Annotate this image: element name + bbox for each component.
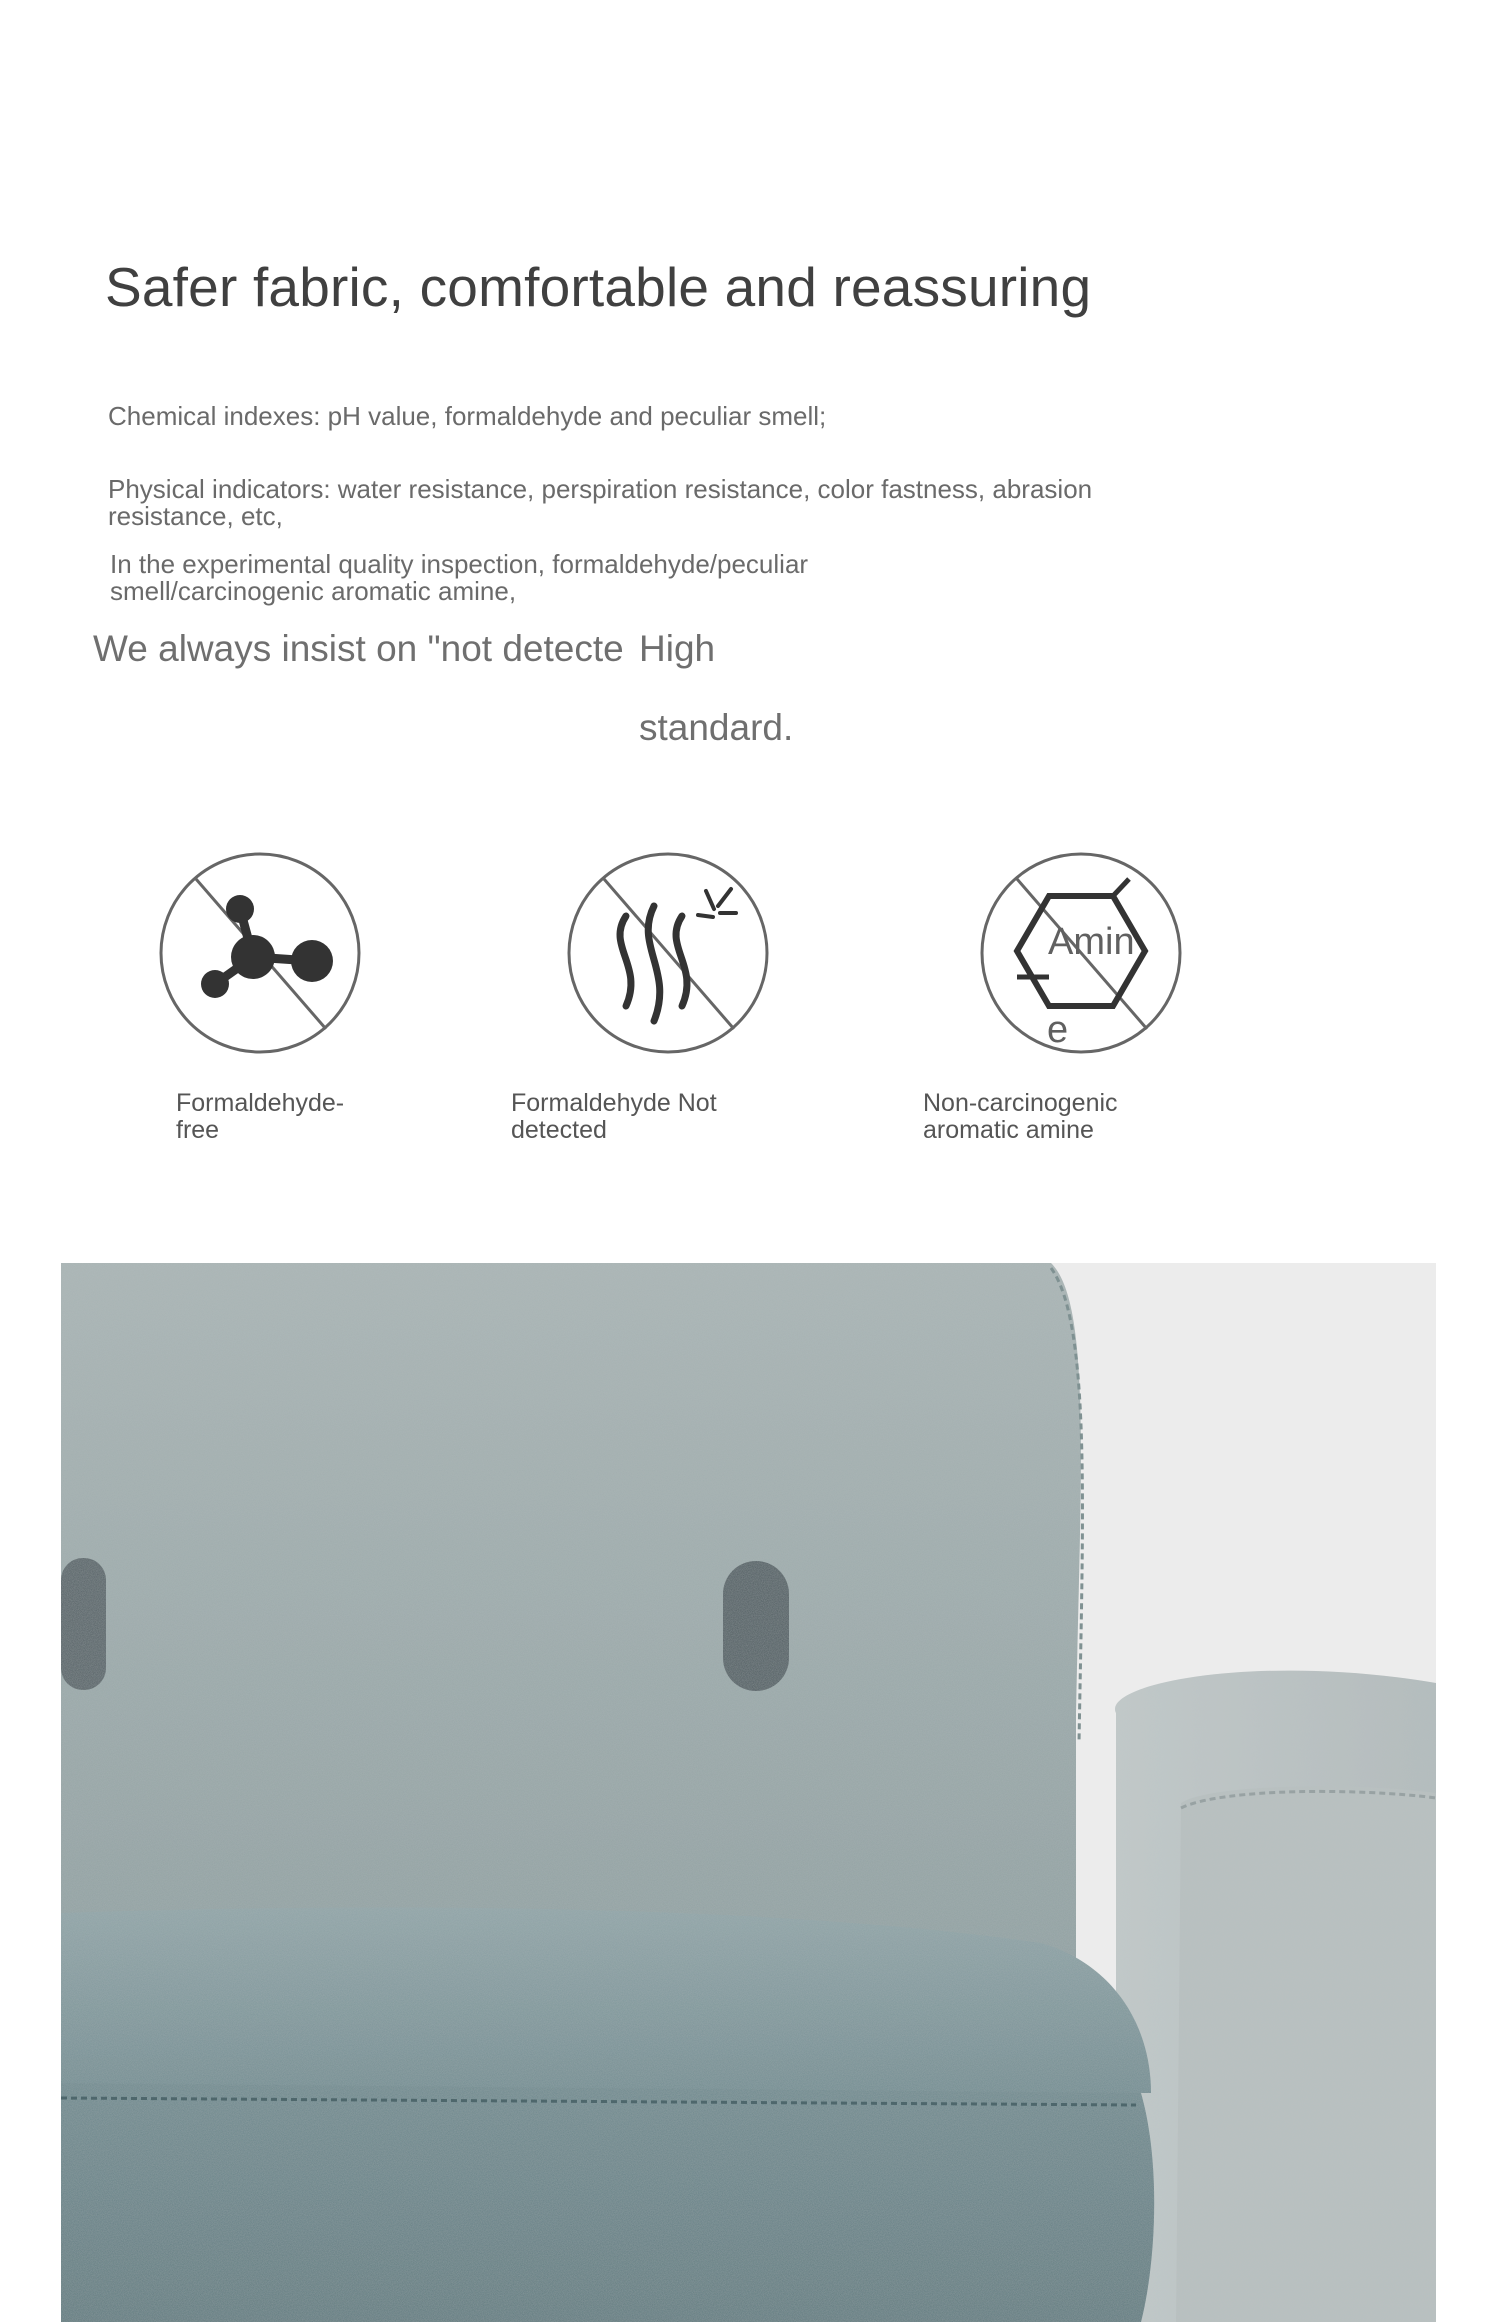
molecule-icon [158, 851, 362, 1055]
amine-icon-text: Amin [1048, 921, 1135, 963]
sofa-fabric-photo [61, 1263, 1436, 2322]
physical-indicators-text: Physical indicators: water resistance, perspiration resistance, color fastness, abrasion resistance, etc, [108, 474, 1093, 531]
standard-text: standard. [639, 707, 794, 748]
feature-caption-formaldehyde-free: Formaldehyde-free [176, 1089, 345, 1144]
amine-icon-text-tail: e [1047, 1009, 1069, 1051]
page-title: Safer fabric, comfortable and reassuring [105, 256, 1092, 318]
high-text: High [639, 628, 716, 669]
quality-inspection-text: In the experimental quality inspection, formaldehyde/peculiar smell/carcinogenic aromatic amine, [110, 549, 809, 606]
chemical-indexes-text: Chemical indexes: pH value, formaldehyde and peculiar smell; [108, 401, 827, 431]
feature-caption-formaldehyde-not-detected: Formaldehyde Not detected [511, 1089, 717, 1144]
feature-caption-non-carcinogenic: Non-carcinogenic aromatic amine [923, 1089, 1118, 1144]
insist-text: We always insist on "not detecte [93, 628, 624, 669]
odor-waves-icon [566, 851, 770, 1055]
